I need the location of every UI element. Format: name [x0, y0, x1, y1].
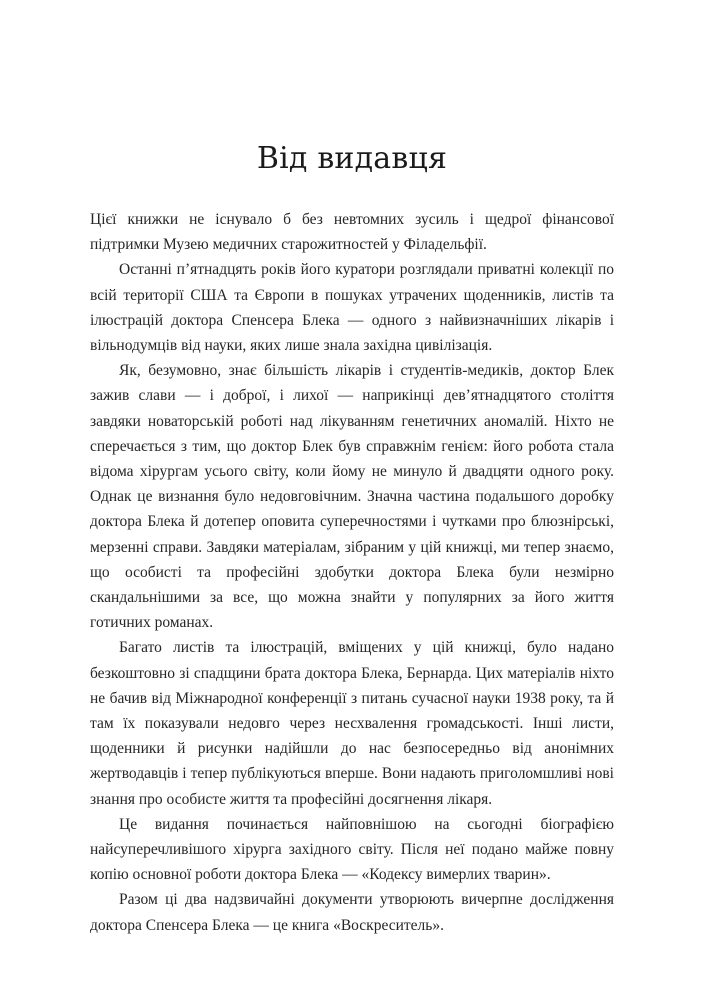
page-title: Від видавця	[256, 141, 448, 176]
body-text	[90, 207, 614, 938]
paragraph: Багато листів та ілюстрацій, вміщених у цій книжці, було надано безкоштовно зі спадщини брата доктора Блека, Бернарда. Цих матеріалів ніхто не бачив від Міжнародної конференції з питань сучасної науки 1938 року, та й там їх показували недовго через несхвалення громадськості. Інші листи, щоденники й рисунки надійшли до нас безпосередньо від анонімних жертводавців і тепер публікуються вперше. Вони надають приголомшливі нові знання про особисте життя та професійні досягнення лікаря.	[90, 639, 614, 808]
paragraph: Як, безумовно, знає більшість лікарів і студентів-медиків, доктор Блек зажив слави — і доброї, і лихої — наприкінці дев’ятнадцятого століття завдяки новаторській роботі над лікуванням генетичних аномалій. Ніхто не сперечається з тим, що доктор Блек був справжнім генієм: його робота стала відома хірургам усього світу, коли йому не минуло й двадцяти одного року. Однак це визнання було недовговічним. Значна частина подальшого доробку доктора Блека й дотепер оповита суперечностями і чутками про блюзнірські, мерзенні справи. Завдяки матеріалам, зібраним у цій книжці, ми тепер знаємо, що особисті та професійні здобутки доктора Блека були незмірно скандальнішими за все, що можна знайти у популярних за його життя готичних романах.	[90, 362, 614, 632]
paragraph: Цієї книжки не існувало б без невтомних зусиль і щедрої фінансової підтримки Музею медичних старожитностей у Філадельфії.	[90, 211, 614, 254]
paragraph: Разом ці два надзвичайні документи утворюють вичерпне дослідження доктора Спенсера Блека — це книга «Воскреситель».	[90, 891, 614, 934]
paragraph: Це видання починається найповнішою на сьогодні біографією найсуперечливішого хірурга західного світу. Після неї подано майже повну копію основної роботи доктора Блека — «Кодексу вимерлих тварин».	[90, 815, 614, 884]
paragraph: Останні п’ятнадцять років його куратори розглядали приватні колекції по всій території США та Європи в пошуках утрачених щоденників, листів та ілюстрацій доктора Спенсера Блека — одного з найвизначніших лікарів і вільнодумців від науки, яких лише знала західна цивілізація.	[90, 261, 614, 355]
